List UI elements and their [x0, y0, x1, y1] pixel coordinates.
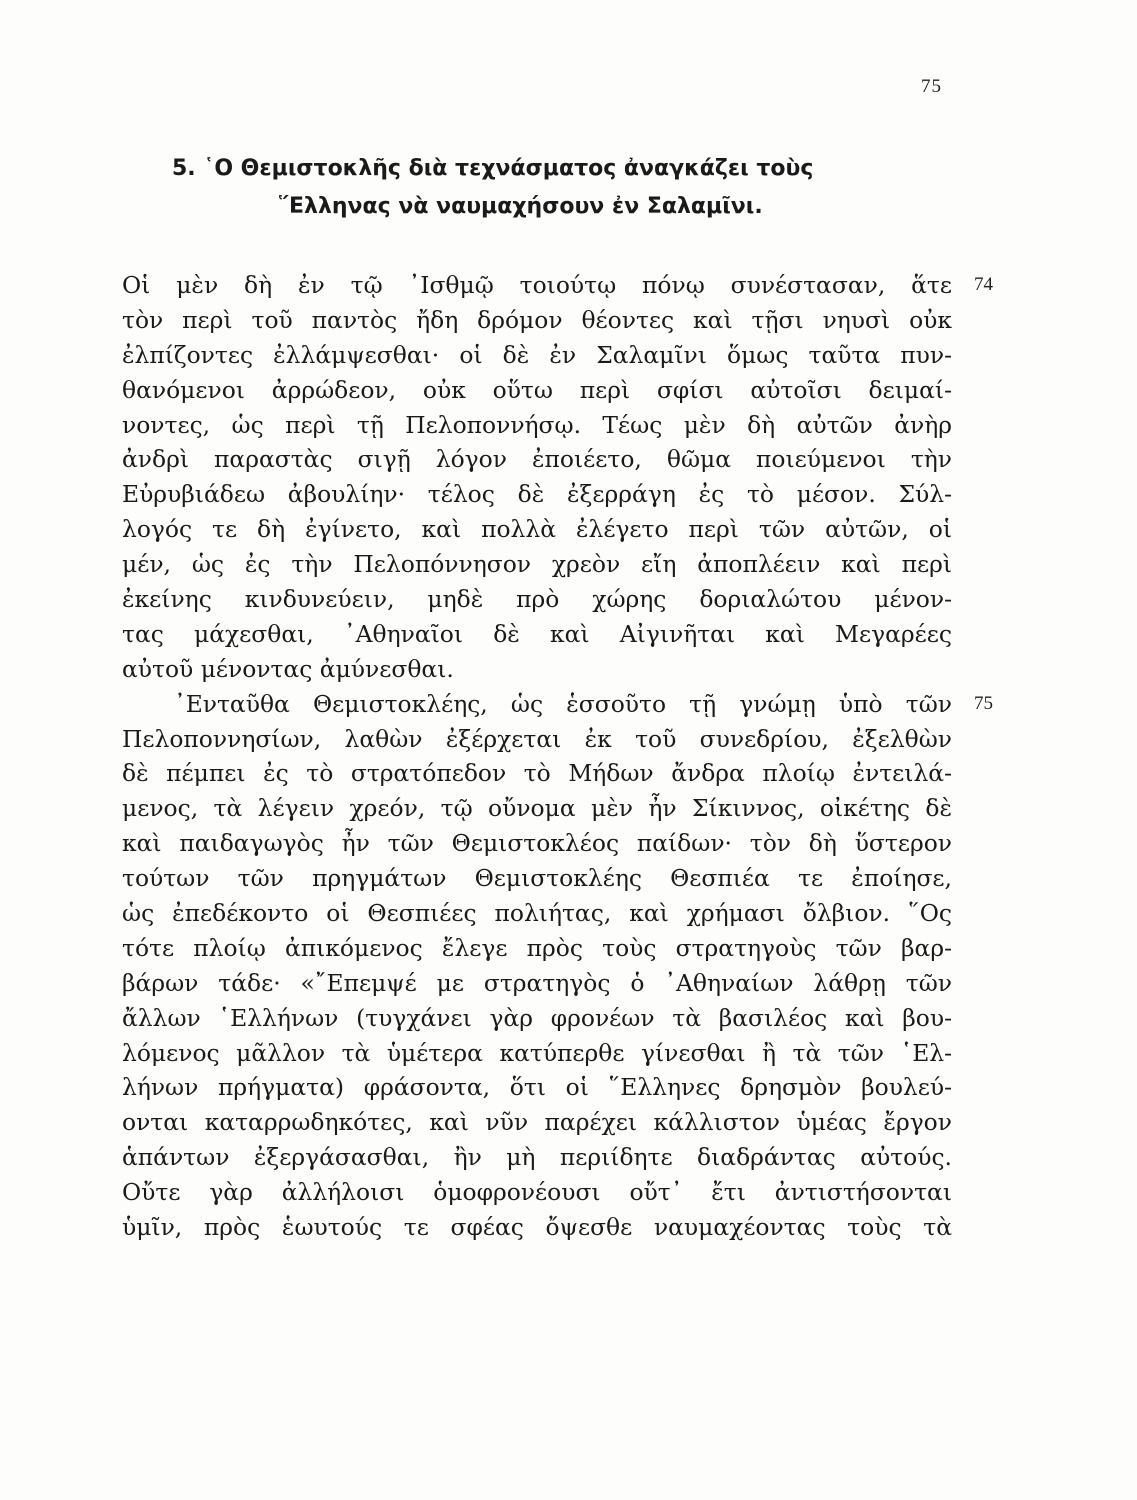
text-line: Εὐρυβιάδεω ἀβουλίην· τέλος δὲ ἐξερράγη ἐς τὸ μέσον. Σύλ- — [122, 480, 952, 509]
text-line: Οὔτε γὰρ ἀλλήλοισι ὁμοφρονέουσι οὔτ᾿ ἔτι ἀντιστήσονται — [122, 1178, 952, 1207]
text-line: ἐκείνης κινδυνεύειν, μηδὲ πρὸ χώρης δοριαλώτου μένον- — [122, 585, 952, 614]
body-text — [122, 268, 993, 1245]
text-line: τούτων τῶν πρηγμάτων Θεμιστοκλέης Θεσπιέα τε ἐποίησε, — [122, 864, 952, 893]
text-line: καὶ παιδαγωγὸς ἦν τῶν Θεμιστοκλέος παίδων· τὸν δὴ ὕστερον — [122, 829, 952, 858]
page-number: 75 — [921, 76, 942, 97]
text-line: ᾿Ενταῦθα Θεμιστοκλέης, ὡς ἑσσοῦτο τῇ γνώμῃ ὑπὸ τῶν — [174, 689, 952, 718]
text-line: Πελοποννησίων, λαθὼν ἐξέρχεται ἐκ τοῦ συνεδρίου, ἐξελθὼν — [122, 724, 952, 753]
text-line: τὸν περὶ τοῦ παντὸς ἤδη δρόμον θέοντες καὶ τῇσι νηυσὶ οὐκ — [122, 305, 952, 334]
section-heading-line-2: ῞Ελληνας νὰ ναυμαχήσουν ἐν Σαλαμῖνι. — [278, 194, 763, 219]
text-line: ἀνδρὶ παραστὰς σιγῇ λόγον ἐποιέετο, θῶμα ποιεύμενοι τὴν — [122, 445, 952, 474]
text-line: ἐλπίζοντες ἐλλάμψεσθαι· οἱ δὲ ἐν Σαλαμῖνι ὅμως ταῦτα πυν- — [122, 340, 952, 369]
section-heading-line-1: 5. ῾Ο Θεμιστοκλῆς διὰ τεχνάσματος ἀναγκάζει τοὺς — [172, 156, 814, 181]
text-line: βάρων τάδε· «῎Επεμψέ με στρατηγὸς ὁ ᾿Αθηναίων λάθρῃ τῶν — [122, 968, 952, 997]
text-line: μενος, τὰ λέγειν χρεόν, τῷ οὔνομα μὲν ἦν Σίκιννος, οἰκέτης δὲ — [122, 794, 952, 823]
text-line: τότε πλοίῳ ἀπικόμενος ἔλεγε πρὸς τοὺς στρατηγοὺς τῶν βαρ- — [122, 933, 952, 962]
text-line: ονται καταρρωδηκότες, καὶ νῦν παρέχει κάλλιστον ὑμέας ἔργον — [122, 1108, 952, 1137]
text-line: θανόμενοι ἀρρώδεον, οὐκ οὕτω περὶ σφίσι αὐτοῖσι δειμαί- — [122, 375, 952, 404]
text-line: λήνων πρήγματα) φράσοντα, ὅτι οἱ ῞Ελληνες δρησμὸν βουλεύ- — [122, 1073, 952, 1102]
text-line: δὲ πέμπει ἐς τὸ στρατόπεδον τὸ Μήδων ἄνδρα πλοίῳ ἐντειλά- — [122, 759, 952, 788]
text-line: τας μάχεσθαι, ᾿Αθηναῖοι δὲ καὶ Αἰγινῆται καὶ Μεγαρέες — [122, 619, 952, 648]
text-line: λόμενος μᾶλλον τὰ ὑμέτερα κατύπερθε γίνεσθαι ἢ τὰ τῶν ῾Ελ- — [122, 1038, 952, 1067]
section-heading — [172, 150, 932, 226]
text-line: ἄλλων ῾Ελλήνων (τυγχάνει γὰρ φρονέων τὰ βασιλέος καὶ βου- — [122, 1003, 952, 1032]
margin-chapter-number: 75 — [974, 692, 993, 714]
text-line: λογός τε δὴ ἐγίνετο, καὶ πολλὰ ἐλέγετο περὶ τῶν αὐτῶν, οἱ — [122, 515, 952, 544]
text-line: νοντες, ὡς περὶ τῇ Πελοποννήσῳ. Τέως μὲν δὴ αὐτῶν ἀνὴρ — [122, 410, 952, 439]
text-line: μέν, ὡς ἐς τὴν Πελοπόννησον χρεὸν εἴη ἀποπλέειν καὶ περὶ — [122, 550, 952, 579]
text-line: ἁπάντων ἐξεργάσασθαι, ἢν μὴ περιίδητε διαδράντας αὐτούς. — [122, 1143, 952, 1172]
text-line: Οἱ μὲν δὴ ἐν τῷ ᾿Ισθμῷ τοιούτῳ πόνῳ συνέστασαν, ἅτε — [122, 271, 952, 299]
text-line: αὐτοῦ μένοντας ἀμύνεσθαι. — [122, 654, 454, 683]
margin-chapter-number: 74 — [974, 274, 993, 295]
text-line: ὑμῖν, πρὸς ἑωυτούς τε σφέας ὄψεσθε ναυμαχέοντας τοὺς τὰ — [122, 1213, 952, 1242]
text-line: ὡς ἐπεδέκοντο οἱ Θεσπιέες πολιήτας, καὶ χρήμασι ὄλβιον. ῞Ος — [122, 899, 952, 928]
